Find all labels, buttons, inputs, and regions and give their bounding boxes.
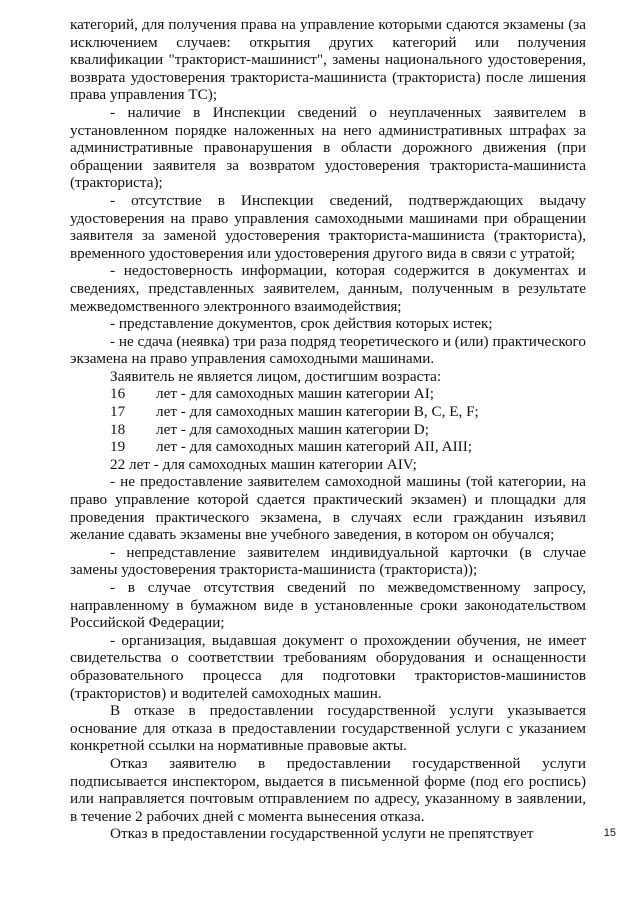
age-text: лет - для самоходных машин категории B, C, E, F; <box>156 403 479 421</box>
paragraph-unpaid-fines: - наличие в Инспекции сведений о неуплаченных заявителем в установленном порядке наложенных на него административных штрафах за административные правонарушения в области дорожного движения (при обращении заявителя за возвратом удостоверения тракториста-машиниста (тракториста); <box>70 103 586 192</box>
paragraph-no-card: - непредставление заявителем индивидуальной карточки (в случае замены удостоверения тракториста-машиниста (тракториста)); <box>70 543 586 579</box>
age-text: лет - для самоходных машин категорий AII, AIII; <box>156 438 472 456</box>
age-row <box>70 421 586 439</box>
paragraph-organization-certificate: - организация, выдавшая документ о прохождении обучения, не имеет свидетельства о соответствии требованиям оборудования и оснащенности образовательного процесса для подготовки трактористов-машинистов (трактористов) и водителей самоходных машин. <box>70 631 586 702</box>
paragraph-no-license-info: - отсутствие в Инспекции сведений, подтверждающих выдачу удостоверения на право управления самоходными машинами при обращении заявителя за заменой удостоверения тракториста-машиниста (тракториста), временного удостоверения или удостоверения другого вида в связи с утратой; <box>70 191 586 262</box>
age-text: лет - для самоходных машин категории AI; <box>156 385 435 403</box>
paragraph-refusal-not-prevent: Отказ в предоставлении государственной услуги не препятствует <box>110 825 534 843</box>
paragraph-no-interagency-data: - в случае отсутствия сведений по межведомственному запросу, направленному в бумажном виде в установленные сроки законодательством Российской Федерации; <box>70 579 586 632</box>
age-text: лет - для самоходных машин категории D; <box>156 420 429 438</box>
age-number: 17 <box>110 403 126 421</box>
age-number: 18 <box>110 420 126 438</box>
age-number: 19 <box>110 438 126 456</box>
paragraph-expired-documents: - представление документов, срок действия которых истек; <box>110 315 493 333</box>
age-row <box>70 403 586 421</box>
paragraph-refusal-delivery: Отказ заявителю в предоставлении государственной услуги подписывается инспектором, выдается в письменной форме (под его роспись) или направляется почтовым отправлением по адресу, указанному в заявлении, в течение 2 рабочих дней с момента вынесения отказа. <box>70 754 586 825</box>
age-row <box>70 385 586 403</box>
age-row-last: 22 лет - для самоходных машин категории AIV; <box>110 455 417 473</box>
paragraph-failed-exams: - не сдача (неявка) три раза подряд теоретического и (или) практического экзамена на право управления самоходными машинами. <box>70 332 586 368</box>
age-row <box>70 438 586 456</box>
page-number: 15 <box>603 827 616 839</box>
age-number: 16 <box>110 385 126 403</box>
document-body <box>70 16 586 843</box>
paragraph-refusal-basis: В отказе в предоставлении государственной услуги указывается основание для отказа в предоставлении государственной услуги с указанием конкретной ссылки на нормативные правовые акты. <box>70 702 586 755</box>
paragraph-continuation: категорий, для получения права на управление которыми сдаются экзамены (за исключением случаев: открытия других категорий или получения квалификации "тракторист-машинист", замены национального удостоверения, возврата удостоверения тракториста-машиниста (тракториста) после лишения права управления ТС); <box>70 16 586 104</box>
paragraph-age-intro: Заявитель не является лицом, достигшим возраста: <box>110 367 442 385</box>
paragraph-no-machine: - не предоставление заявителем самоходной машины (той категории, на право управление которой сдается практический экзамен) и площадки для проведения практического экзамена, в случаях если гражданин изъявил желание сдавать экзамены вне учебного заведения, в котором он обучался; <box>70 473 586 544</box>
paragraph-unreliable-info: - недостоверность информации, которая содержится в документах и сведениях, представленных заявителем, данным, полученным в результате межведомственного электронного взаимодействия; <box>70 262 586 315</box>
